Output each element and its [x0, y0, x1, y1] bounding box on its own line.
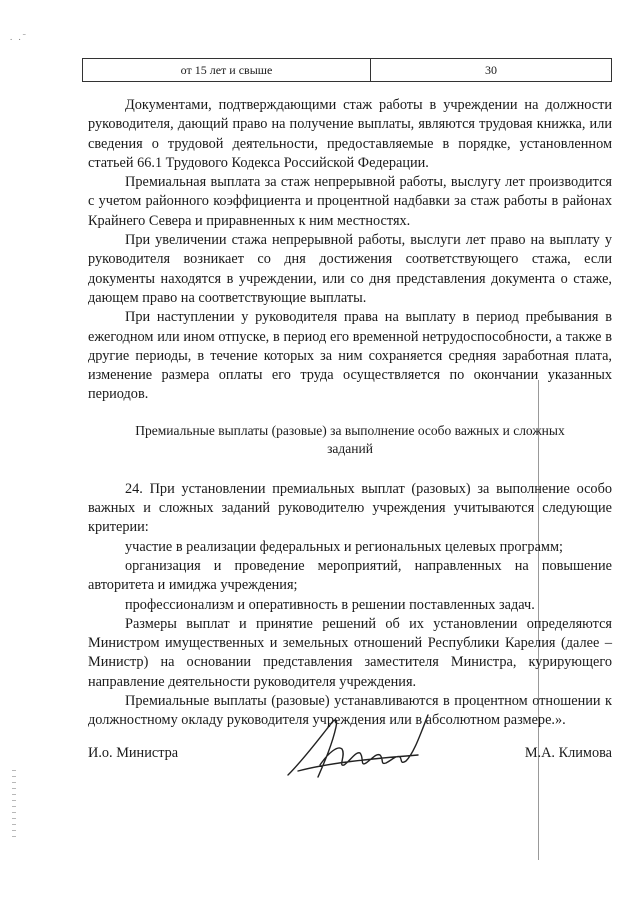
paragraph-premium-coefficient: Премиальная выплата за стаж непрерывной работы, выслугу лет производится с учетом районного коэффициента и процентной надбавки за стаж работы в районах Крайнего Севера и приравненных к ним местностях.	[88, 174, 612, 229]
criteria-item: организация и проведение мероприятий, направленных на повышение авторитета и имиджа учреждения;	[88, 557, 612, 594]
seniority-table	[82, 58, 612, 82]
document-body	[88, 96, 612, 731]
signatory-title: И.о. Министра	[88, 745, 179, 761]
table-cell-value: 30	[371, 59, 612, 82]
criteria-item: участие в реализации федеральных и региональных целевых программ;	[125, 538, 563, 555]
table-row	[83, 59, 612, 82]
paragraph-seniority-increase: При увеличении стажа непрерывной работы, выслуги лет право на выплату у руководителя возникает со дня достижения соответствующего стажа, если документы находятся в учреждении, или со дня представления документа о стаже, дающем право на соответствующие выплаты.	[88, 232, 612, 306]
paragraph-amounts: Размеры выплат и принятие решений об их установлении определяются Министром имущественных и земельных отношений Республики Карелия (далее – Министр) на основании представления заместителя Министра, курирующего направление деятельности руководителя учреждения.	[88, 615, 612, 690]
section-heading: Премиальные выплаты (разовые) за выполнение особо важных и сложных заданий	[135, 422, 565, 456]
margin-dots	[12, 770, 16, 840]
handwritten-signature	[268, 705, 438, 795]
paragraph-percent: Премиальные выплаты (разовые) устанавливаются в процентном отношении к должностному окладу руководителя учреждения или в абсолютном размере.».	[88, 693, 612, 729]
scan-artifact: . .ˉ	[10, 32, 28, 42]
paragraph-documents: Документами, подтверждающими стаж работы в учреждении на должности руководителя, дающий право на получение выплаты, являются трудовая книжка, или сведения о трудовой деятельности, предоставляемые в порядке, установленном статьей 66.1 Трудового Кодекса Российской Федерации.	[88, 97, 612, 171]
table-cell-label: от 15 лет и свыше	[83, 59, 371, 82]
paragraph-vacation-period: При наступлении у руководителя права на выплату в период пребывания в ежегодном или ином отпуске, в период его временной нетрудоспособности, а также в другие периоды, в течение которых за ним сохраняется средняя заработная плата, изменение размера оплаты его труда осуществляется по окончании указанных периодов.	[88, 309, 612, 403]
paragraph-criteria-intro: 24. При установлении премиальных выплат (разовых) за выполнение особо важных и сложных заданий руководителю учреждения учитываются следующие критерии:	[88, 480, 612, 536]
criteria-item: профессионализм и оперативность в решении поставленных задач.	[125, 596, 535, 613]
signatory-name: М.А. Климова	[524, 745, 612, 761]
signature-block	[88, 735, 612, 805]
